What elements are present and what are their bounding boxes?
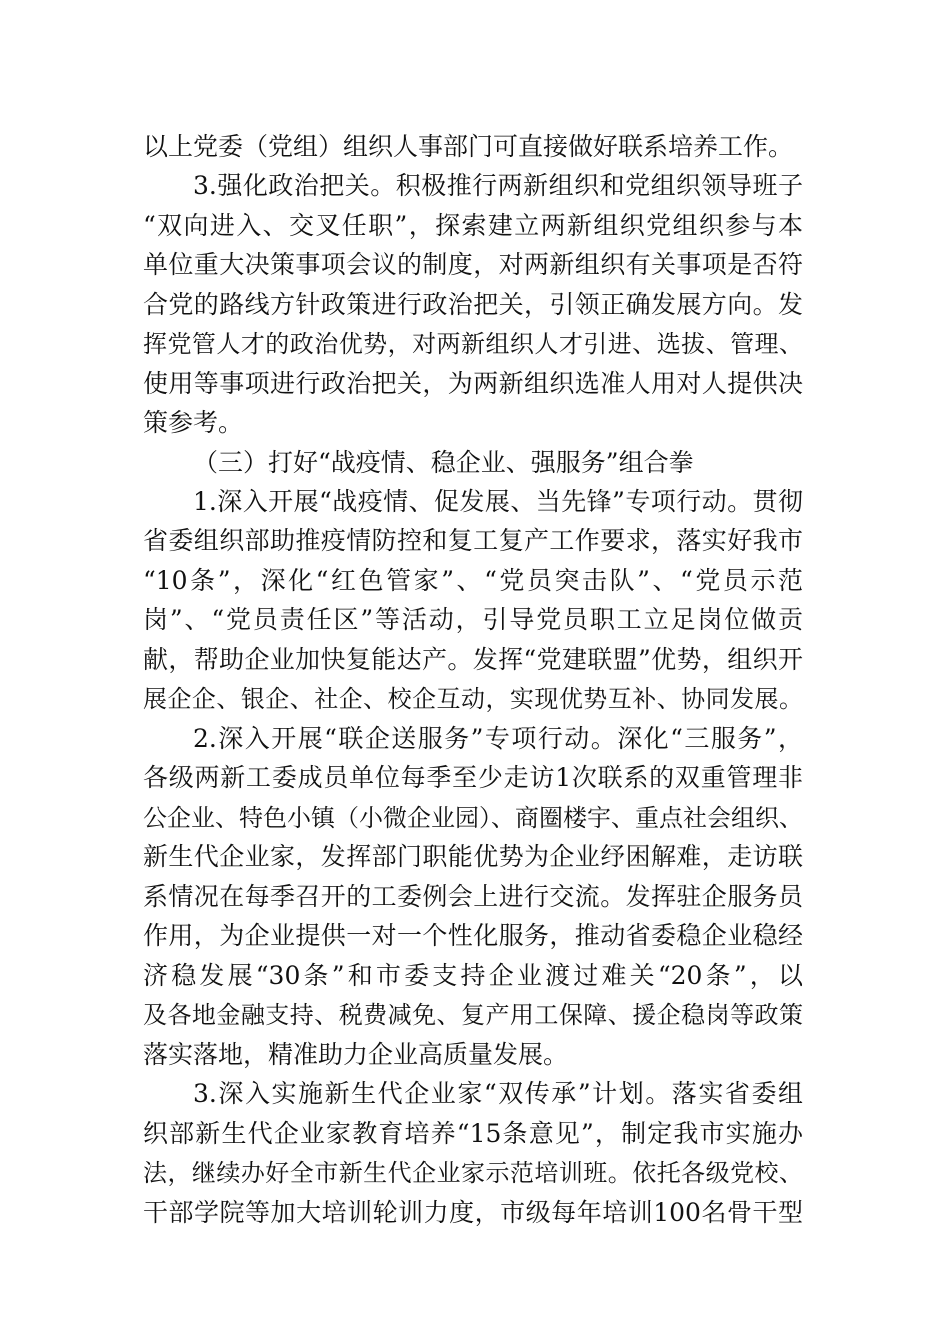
- text-line: “10条”，深化“红色管家”、“党员突击队”、“党员示范: [143, 566, 803, 595]
- text-line: 及各地金融支持、税费减免、复产用工保障、援企稳岗等政策: [143, 1001, 803, 1029]
- text-line: 各级两新工委成员单位每季至少走访1次联系的双重管理非: [143, 763, 803, 792]
- text-line: 合党的路线方针政策进行政治把关，引领正确发展方向。发: [143, 290, 803, 319]
- text-line: 3.深入实施新生代企业家“双传承”计划。落实省委组: [193, 1079, 803, 1108]
- text-line: 展企企、银企、社企、校企互动，实现优势互补、协同发展。: [143, 685, 803, 713]
- text-line: 3.强化政治把关。积极推行两新组织和党组织领导班子: [193, 171, 803, 200]
- text-line: 新生代企业家，发挥部门职能优势为企业纾困解难，走访联: [143, 842, 803, 871]
- text-line: 落实落地，精准助力企业高质量发展。: [143, 1040, 569, 1069]
- text-line: 单位重大决策事项会议的制度，对两新组织有关事项是否符: [143, 250, 803, 279]
- text-line: 策参考。: [143, 408, 244, 437]
- section-heading: （三）打好“战疫情、稳企业、强服务”组合拳: [193, 448, 694, 477]
- text-line: 法，继续办好全市新生代企业家示范培训班。依托各级党校、: [143, 1159, 803, 1187]
- text-line: 干部学院等加大培训轮训力度，市级每年培训100名骨干型: [143, 1198, 803, 1227]
- text-line: 织部新生代企业家教育培养“15条意见”，制定我市实施办: [143, 1119, 803, 1148]
- text-line: 公企业、特色小镇（小微企业园）、商圈楼宇、重点社会组织、: [143, 804, 803, 832]
- text-line: 岗”、“党员责任区”等活动，引导党员职工立足岗位做贡: [143, 605, 803, 634]
- text-line: “双向进入、交叉任职”，探索建立两新组织党组织参与本: [143, 211, 803, 240]
- text-line: 济稳发展“30条”和市委支持企业渡过难关“20条”，以: [143, 961, 803, 990]
- text-line: 1.深入开展“战疫情、促发展、当先锋”专项行动。贯彻: [193, 487, 803, 516]
- text-line: 以上党委（党组）组织人事部门可直接做好联系培养工作。: [143, 132, 794, 161]
- text-line: 省委组织部助推疫情防控和复工复产工作要求，落实好我市: [143, 526, 803, 555]
- text-line: 系情况在每季召开的工委例会上进行交流。发挥驻企服务员: [143, 882, 803, 911]
- text-line: 献，帮助企业加快复能达产。发挥“党建联盟”优势，组织开: [143, 645, 803, 674]
- text-line: 2.深入开展“联企送服务”专项行动。深化“三服务”，: [193, 724, 803, 753]
- text-line: 作用，为企业提供一对一个性化服务，推动省委稳企业稳经: [143, 921, 803, 950]
- text-line: 使用等事项进行政治把关，为两新组织选准人用对人提供决: [143, 369, 803, 398]
- text-line: 挥党管人才的政治优势，对两新组织人才引进、选拔、管理、: [143, 330, 803, 358]
